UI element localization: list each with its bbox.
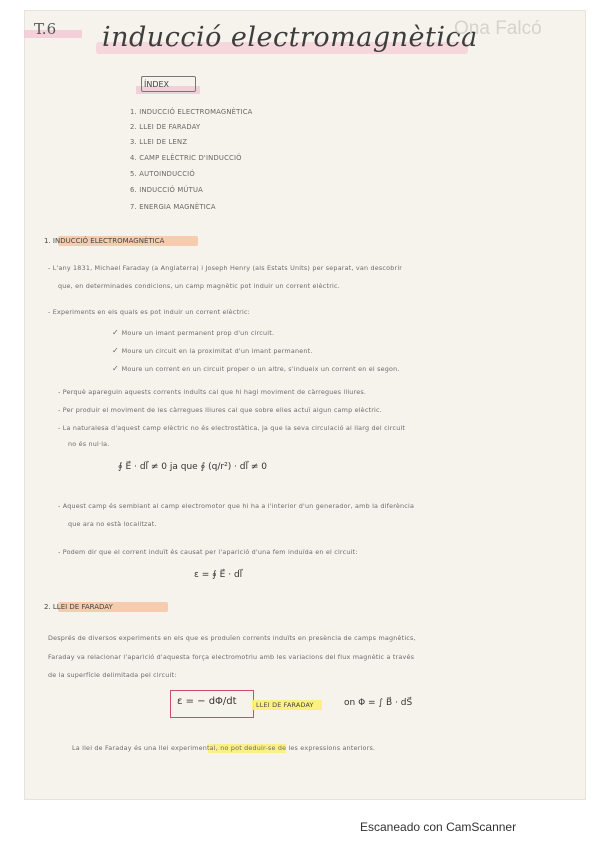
- notebook-page: [24, 10, 586, 800]
- check-item: ✓ Moure un imant permanent prop d'un circuit.: [112, 328, 275, 337]
- formula-emf: ε = ∮ E⃗ · dl⃗: [194, 570, 243, 580]
- index-item: 4. CAMP ELÈCTRIC D'INDUCCIÓ: [130, 154, 242, 162]
- text-line: de la superfície delimitada pel circuit:: [48, 671, 177, 679]
- check-icon: ✓: [112, 364, 122, 373]
- check-icon: ✓: [112, 346, 122, 355]
- text-line: Faraday va relacionar l'aparició d'aquesta força electromotriu amb les variacions del flux magnètic a través: [48, 653, 415, 661]
- formula-circulation: ∮ E⃗ · dl⃗ ≠ 0 ja que ∮ (q/r²) · dl⃗ ≠ 0: [118, 462, 267, 472]
- text-line: - La naturalesa d'aquest camp elèctric no és electrostàtica, ja que la seva circulació al llarg del circuit: [58, 424, 406, 432]
- check-item: ✓ Moure un corrent en un circuit proper o un altre, s'indueix un corrent en el segon.: [112, 364, 400, 373]
- text-line: - Experiments en els quals es pot induir un corrent elèctric:: [48, 308, 251, 316]
- index-item: 2. LLEI DE FARADAY: [130, 123, 201, 131]
- page-title: inducció electromagnètica: [102, 22, 478, 53]
- text-line: - L'any 1831, Michael Faraday (a Anglaterra) i Joseph Henry (als Estats Units) per separat, van descobrir: [48, 264, 403, 272]
- faraday-formula: ε = − dΦ/dt: [177, 696, 237, 707]
- index-item: 1. INDUCCIÓ ELECTROMAGNÈTICA: [130, 108, 253, 116]
- index-item: 5. AUTOINDUCCIÓ: [130, 170, 195, 178]
- law-label: LLEI DE FARADAY: [256, 701, 314, 709]
- index-item: 6. INDUCCIÓ MÚTUA: [130, 186, 203, 194]
- check-icon: ✓: [112, 328, 122, 337]
- text-line: no és nul·la.: [68, 440, 110, 448]
- text-line: Després de diversos experiments en els que es produïen corrents induïts en presència de camps magnètics,: [48, 634, 416, 642]
- section1-heading: 1. INDUCCIÓ ELECTROMAGNÈTICA: [44, 237, 165, 245]
- index-item: 3. LLEI DE LENZ: [130, 138, 188, 146]
- section2-heading: 2. LLEI DE FARADAY: [44, 603, 113, 611]
- check-item: ✓ Moure un circuit en la proximitat d'un imant permanent.: [112, 346, 313, 355]
- index-title: ÍNDEX: [144, 80, 170, 89]
- topic-number: T.6: [34, 20, 57, 38]
- text-line: - Podem dir que el corrent induït és causat per l'aparició d'una fem induïda en el circuit:: [58, 548, 358, 556]
- scanner-footer: Escaneado con CamScanner: [360, 820, 517, 834]
- text-line: - Per produir el moviment de les càrregues lliures cal que sobre elles actuï algun camp elèctric.: [58, 406, 382, 414]
- flux-formula: on Φ = ∫ B⃗ · dS⃗: [344, 698, 413, 708]
- index-item: 7. ENERGIA MAGNÈTICA: [130, 203, 216, 211]
- author-watermark: Ona Falcó: [454, 18, 542, 39]
- text-line: - Aquest camp és semblant al camp electromotor que hi ha a l'interior d'un generador, amb la diferència: [58, 502, 415, 510]
- text-line: La llei de Faraday és una llei experimental, no pot deduir-se de les expressions anteriors.: [72, 744, 376, 752]
- text-line: que ara no està localitzat.: [68, 520, 157, 528]
- text-line: - Perquè apareguin aquests corrents induïts cal que hi hagi moviment de càrregues lliures.: [58, 388, 367, 396]
- text-line: que, en determinades condicions, un camp magnètic pot induir un corrent elèctric.: [58, 282, 340, 290]
